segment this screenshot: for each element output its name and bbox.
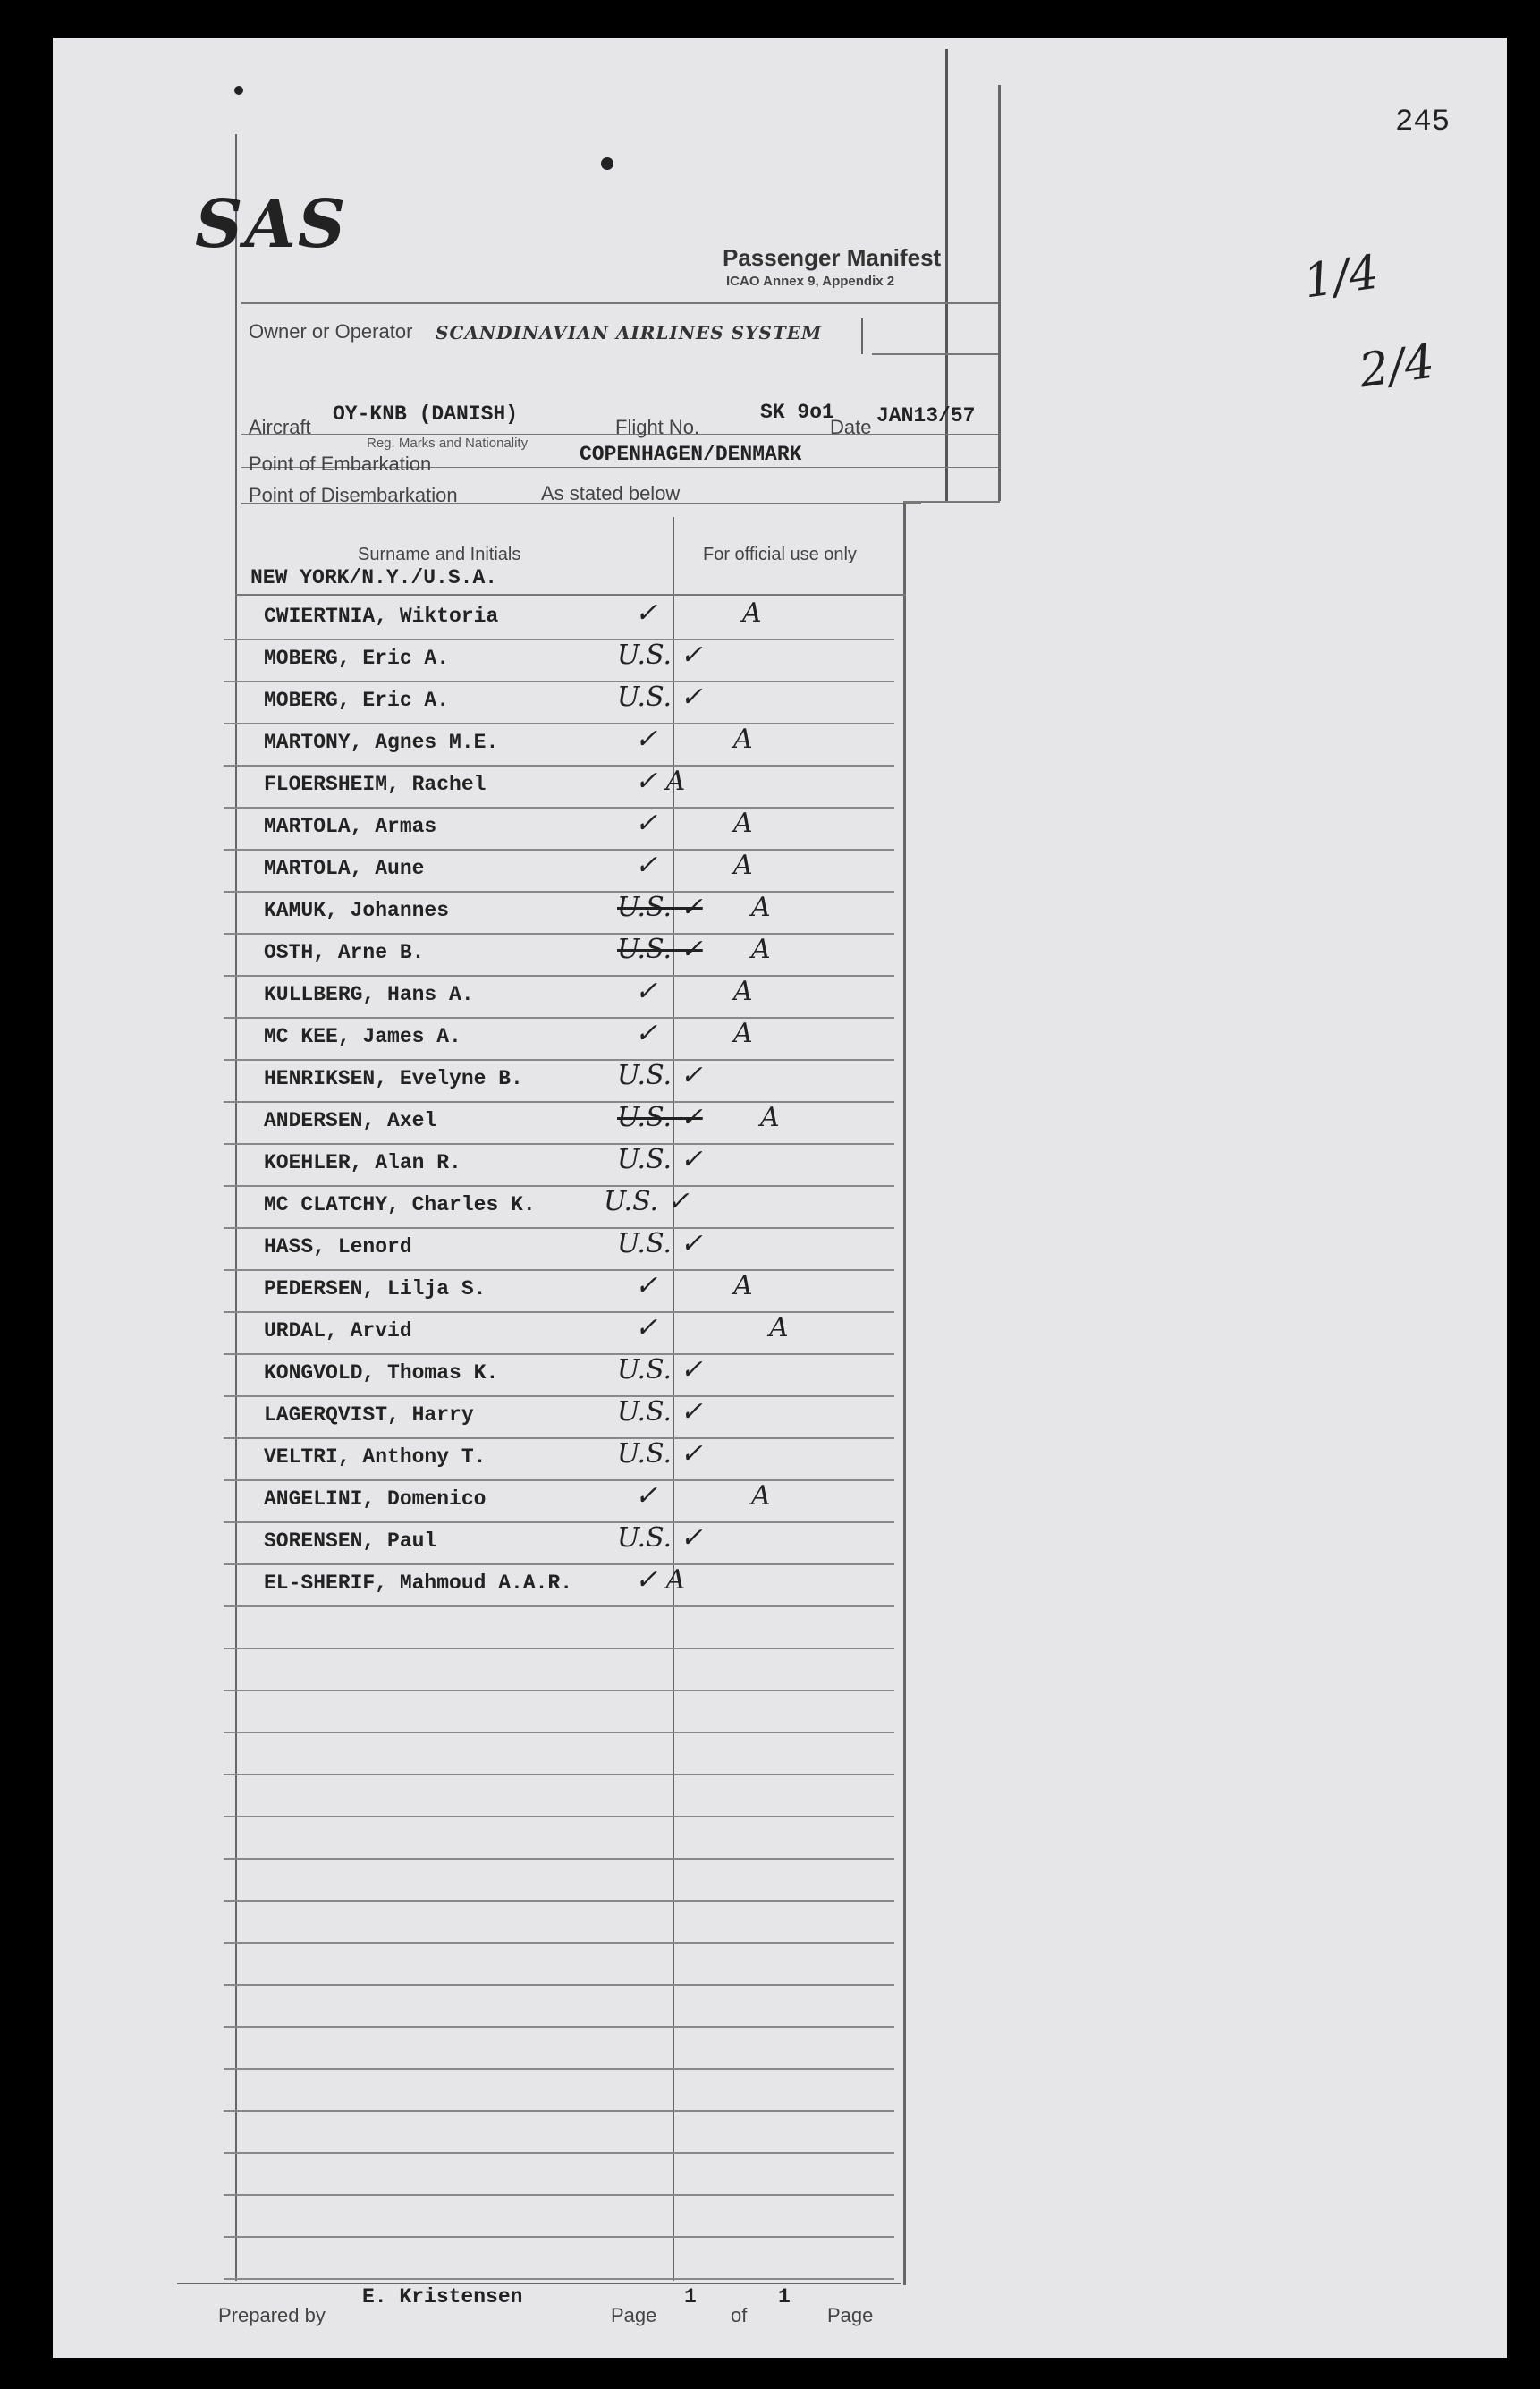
passenger-name: HENRIKSEN, Evelyne B. xyxy=(264,1067,523,1090)
passenger-row xyxy=(224,934,894,977)
blank-row xyxy=(224,1606,894,1649)
pages-label: Page xyxy=(827,2304,874,2326)
blank-row xyxy=(224,2237,894,2280)
manifest-subtitle: ICAO Annex 9, Appendix 2 xyxy=(726,274,895,289)
passenger-row xyxy=(224,1438,894,1481)
flight-value: SK 9o1 xyxy=(760,401,834,424)
passenger-name: MARTOLA, Aune xyxy=(264,857,425,880)
passenger-row xyxy=(224,1480,894,1523)
official-mark: U.S. ✓ xyxy=(617,934,703,965)
blank-row xyxy=(224,2195,894,2238)
divider xyxy=(861,318,863,354)
official-mark: A xyxy=(733,1018,753,1049)
official-mark: A xyxy=(733,724,753,755)
passenger-row xyxy=(224,724,894,767)
blank-row xyxy=(224,1775,894,1817)
official-mark: ✓ xyxy=(635,1312,658,1343)
passenger-row xyxy=(224,892,894,935)
official-mark: A xyxy=(751,1480,771,1512)
blank-row xyxy=(224,1690,894,1733)
official-mark: U.S. ✓ xyxy=(617,1060,703,1091)
passenger-name: ANGELINI, Domenico xyxy=(264,1487,487,1511)
passenger-name: KONGVOLD, Thomas K. xyxy=(264,1361,499,1385)
blank-row xyxy=(224,2153,894,2196)
destination: NEW YORK/N.Y./U.S.A. xyxy=(250,566,498,589)
prepared-by-value: E. Kristensen xyxy=(362,2285,523,2309)
blank-row xyxy=(224,2111,894,2154)
passenger-name: MARTOLA, Armas xyxy=(264,815,437,838)
aircraft-label: Aircraft xyxy=(249,416,311,438)
date-value: JAN13/57 xyxy=(876,404,976,428)
passenger-row xyxy=(224,1564,894,1607)
passenger-row xyxy=(224,1396,894,1439)
passenger-row xyxy=(224,1270,894,1313)
passenger-name: URDAL, Arvid xyxy=(264,1319,412,1343)
passenger-name: KULLBERG, Hans A. xyxy=(264,983,474,1006)
divider xyxy=(235,594,906,596)
official-mark: ✓ xyxy=(635,597,658,629)
official-mark: ✓ xyxy=(635,1018,658,1049)
disembarkation-label: Point of Disembarkation xyxy=(249,484,458,506)
passenger-row xyxy=(224,1228,894,1271)
official-mark: U.S. ✓ xyxy=(617,640,703,671)
passenger-row xyxy=(224,1018,894,1061)
blank-row xyxy=(224,1859,894,1902)
divider xyxy=(903,501,1000,503)
official-mark: U.S. ✓ xyxy=(617,1144,703,1175)
official-mark: A xyxy=(733,976,753,1007)
official-mark: A xyxy=(769,1312,789,1343)
passenger-name: PEDERSEN, Lilja S. xyxy=(264,1277,487,1300)
official-mark: U.S. ✓ xyxy=(617,1354,703,1385)
passenger-name: MOBERG, Eric A. xyxy=(264,689,450,712)
of-label: of xyxy=(731,2304,748,2326)
passenger-name: EL-SHERIF, Mahmoud A.A.R. xyxy=(264,1571,573,1595)
aircraft-sublabel: Reg. Marks and Nationality xyxy=(367,436,529,451)
passenger-name: MC CLATCHY, Charles K. xyxy=(264,1193,536,1216)
manifest-title: Passenger Manifest xyxy=(723,244,942,271)
passenger-name: CWIERTNIA, Wiktoria xyxy=(264,605,499,628)
blank-row xyxy=(224,1901,894,1944)
passenger-name: VELTRI, Anthony T. xyxy=(264,1445,487,1469)
official-mark: A xyxy=(733,808,753,839)
official-mark: ✓ A xyxy=(635,766,686,797)
passenger-row xyxy=(224,1312,894,1355)
passenger-name: KOEHLER, Alan R. xyxy=(264,1151,461,1174)
passenger-row xyxy=(224,640,894,682)
official-mark: U.S. ✓ xyxy=(604,1186,690,1217)
official-mark: ✓ xyxy=(635,976,658,1007)
blank-row xyxy=(224,1817,894,1860)
official-mark: A xyxy=(733,1270,753,1301)
passenger-row xyxy=(224,850,894,893)
blank-row xyxy=(224,1648,894,1691)
passenger-name: ANDERSEN, Axel xyxy=(264,1109,437,1132)
official-mark: A xyxy=(742,597,762,629)
page-value: 1 xyxy=(684,2285,697,2309)
blank-row xyxy=(224,2027,894,2070)
blank-row xyxy=(224,2069,894,2112)
official-mark: A xyxy=(751,892,771,923)
passenger-row xyxy=(224,1354,894,1397)
official-mark: A xyxy=(760,1102,780,1133)
passenger-row xyxy=(224,1186,894,1229)
form-right-border xyxy=(998,85,1001,501)
passenger-name: OSTH, Arne B. xyxy=(264,941,425,964)
passenger-row xyxy=(224,682,894,724)
page-label: Page xyxy=(611,2304,657,2326)
official-mark: U.S. ✓ xyxy=(617,1522,703,1554)
passenger-name: MOBERG, Eric A. xyxy=(264,647,450,670)
blank-row xyxy=(224,1985,894,2028)
date-label: Date xyxy=(830,416,872,438)
blank-row xyxy=(224,1732,894,1775)
footer-divider xyxy=(177,2283,901,2284)
official-mark: ✓ A xyxy=(635,1564,686,1596)
margin-note: 1/4 xyxy=(1300,245,1383,309)
passenger-name: LAGERQVIST, Harry xyxy=(264,1403,474,1427)
flight-label: Flight No. xyxy=(615,416,700,438)
official-column-header: For official use only xyxy=(703,545,857,564)
official-mark: ✓ xyxy=(635,1270,658,1301)
official-mark: ✓ xyxy=(635,724,658,755)
official-mark: U.S. ✓ xyxy=(617,1102,703,1133)
official-mark: U.S. ✓ xyxy=(617,1228,703,1259)
divider xyxy=(872,353,998,355)
disembarkation-value: As stated below xyxy=(541,482,681,504)
official-mark: A xyxy=(751,934,771,965)
right-border xyxy=(903,501,906,2285)
passenger-name: MC KEE, James A. xyxy=(264,1025,461,1048)
sas-logo: SAS xyxy=(195,186,348,263)
passenger-name: SORENSEN, Paul xyxy=(264,1529,437,1553)
passenger-row xyxy=(224,1102,894,1145)
passenger-row xyxy=(224,1060,894,1103)
passenger-row xyxy=(224,976,894,1019)
passenger-name: HASS, Lenord xyxy=(264,1235,412,1258)
embarkation-label: Point of Embarkation xyxy=(249,453,432,475)
passenger-name: FLOERSHEIM, Rachel xyxy=(264,773,487,796)
official-mark: ✓ xyxy=(635,1480,658,1512)
passenger-name: KAMUK, Johannes xyxy=(264,899,450,922)
official-mark: U.S. ✓ xyxy=(617,1396,703,1427)
embarkation-value: COPENHAGEN/DENMARK xyxy=(580,443,802,466)
official-mark: U.S. ✓ xyxy=(617,682,703,713)
prepared-by-label: Prepared by xyxy=(218,2304,326,2326)
page-number: 245 xyxy=(1395,106,1451,140)
passenger-row xyxy=(224,766,894,809)
of-value: 1 xyxy=(778,2285,791,2309)
passenger-row xyxy=(224,597,894,640)
passenger-row xyxy=(224,808,894,851)
passenger-name: MARTONY, Agnes M.E. xyxy=(264,731,499,754)
official-mark: A xyxy=(733,850,753,881)
aircraft-value: OY-KNB (DANISH) xyxy=(333,402,519,426)
official-mark: U.S. ✓ xyxy=(617,1438,703,1470)
blank-row xyxy=(224,1943,894,1986)
official-mark: ✓ xyxy=(635,808,658,839)
passenger-row xyxy=(224,1522,894,1565)
names-column-header: Surname and Initials xyxy=(358,545,521,564)
owner-label: Owner or Operator xyxy=(249,320,413,343)
owner-value: SCANDINAVIAN AIRLINES SYSTEM xyxy=(436,322,823,343)
official-mark: U.S. ✓ xyxy=(617,892,703,923)
margin-note: 2/4 xyxy=(1356,335,1438,399)
official-mark: ✓ xyxy=(635,850,658,881)
divider xyxy=(241,302,998,304)
passenger-row xyxy=(224,1144,894,1187)
